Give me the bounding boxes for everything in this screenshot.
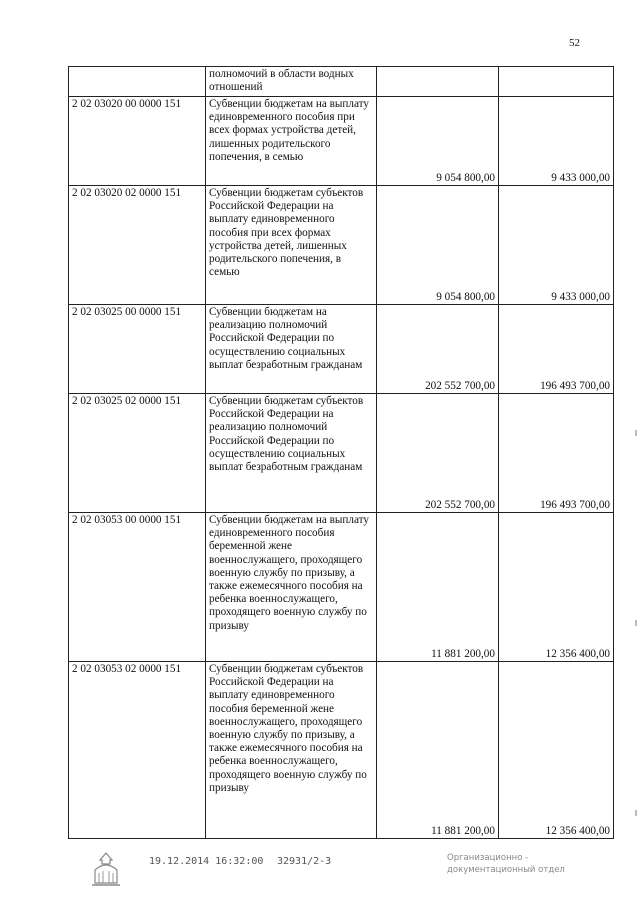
table-row <box>69 186 614 305</box>
row-code: 2 02 03020 02 0000 151 <box>69 186 206 305</box>
row-amount-2: 12 356 400,00 <box>499 662 614 839</box>
row-amount-2: 196 493 700,00 <box>499 305 614 394</box>
table-row <box>69 394 614 513</box>
table-row <box>69 305 614 394</box>
row-amount-1: 11 881 200,00 <box>377 513 499 662</box>
row-amount-2: 9 433 000,00 <box>499 97 614 186</box>
row-code: 2 02 03053 00 0000 151 <box>69 513 206 662</box>
row-amount-1: 11 881 200,00 <box>377 662 499 839</box>
footer-department-line2: документационный отдел <box>447 865 565 875</box>
footer-timestamp: 19.12.2014 16:32:00 <box>149 856 264 867</box>
footer <box>0 846 640 896</box>
row-name: Субвенции бюджетам субъектов Российской Федерации на выплату единовременного пособия при всех формах устройства детей, лишенных родительского попечения, в семью <box>206 186 377 305</box>
row-code: 2 02 03025 02 0000 151 <box>69 394 206 513</box>
row-amount-2: 9 433 000,00 <box>499 186 614 305</box>
row-amount-1: 202 552 700,00 <box>377 305 499 394</box>
page-number: 52 <box>569 37 580 49</box>
row-amount-2 <box>499 67 614 97</box>
scan-edge-mark <box>635 430 637 436</box>
footer-department-line1: Организационно - <box>447 853 529 863</box>
table-row <box>69 97 614 186</box>
row-name: полномочий в области водных отношений <box>206 67 377 97</box>
emblem-stamp-icon <box>88 850 124 893</box>
row-code: 2 02 03025 00 0000 151 <box>69 305 206 394</box>
table-row <box>69 67 614 97</box>
row-name: Субвенции бюджетам субъектов Российской Федерации на выплату единовременного пособия беременной жене военнослужащего, проходящего военную службу по призыву, а также ежемесячного пособия на ребенка военнослужащего, проходящего военную службу по призыву <box>206 662 377 839</box>
row-code: 2 02 03020 00 0000 151 <box>69 97 206 186</box>
footer-doc-number: 32931/2-3 <box>277 856 332 867</box>
row-amount-2: 196 493 700,00 <box>499 394 614 513</box>
row-name: Субвенции бюджетам на выплату единовременного пособия при всех формах устройства детей, лишенных родительского попечения, в семью <box>206 97 377 186</box>
table-row <box>69 513 614 662</box>
row-code: 2 02 03053 02 0000 151 <box>69 662 206 839</box>
row-amount-1: 202 552 700,00 <box>377 394 499 513</box>
row-name: Субвенции бюджетам субъектов Российской Федерации на реализацию полномочий Российской Федерации по осуществлению социальных выплат безработным гражданам <box>206 394 377 513</box>
row-amount-2: 12 356 400,00 <box>499 513 614 662</box>
scan-edge-mark <box>635 810 637 816</box>
row-code <box>69 67 206 97</box>
row-amount-1 <box>377 67 499 97</box>
footer-department <box>447 852 587 876</box>
budget-table <box>68 66 614 839</box>
row-amount-1: 9 054 800,00 <box>377 186 499 305</box>
scan-edge-mark <box>635 620 637 626</box>
table-row <box>69 662 614 839</box>
row-amount-1: 9 054 800,00 <box>377 97 499 186</box>
row-name: Субвенции бюджетам на выплату единовременного пособия беременной жене военнослужащего, проходящего военную службу по призыву, а также ежемесячного пособия на ребенка военнослужащего, проходящего военную службу по призыву <box>206 513 377 662</box>
row-name: Субвенции бюджетам на реализацию полномочий Российской Федерации по осуществлению социальных выплат безработным гражданам <box>206 305 377 394</box>
